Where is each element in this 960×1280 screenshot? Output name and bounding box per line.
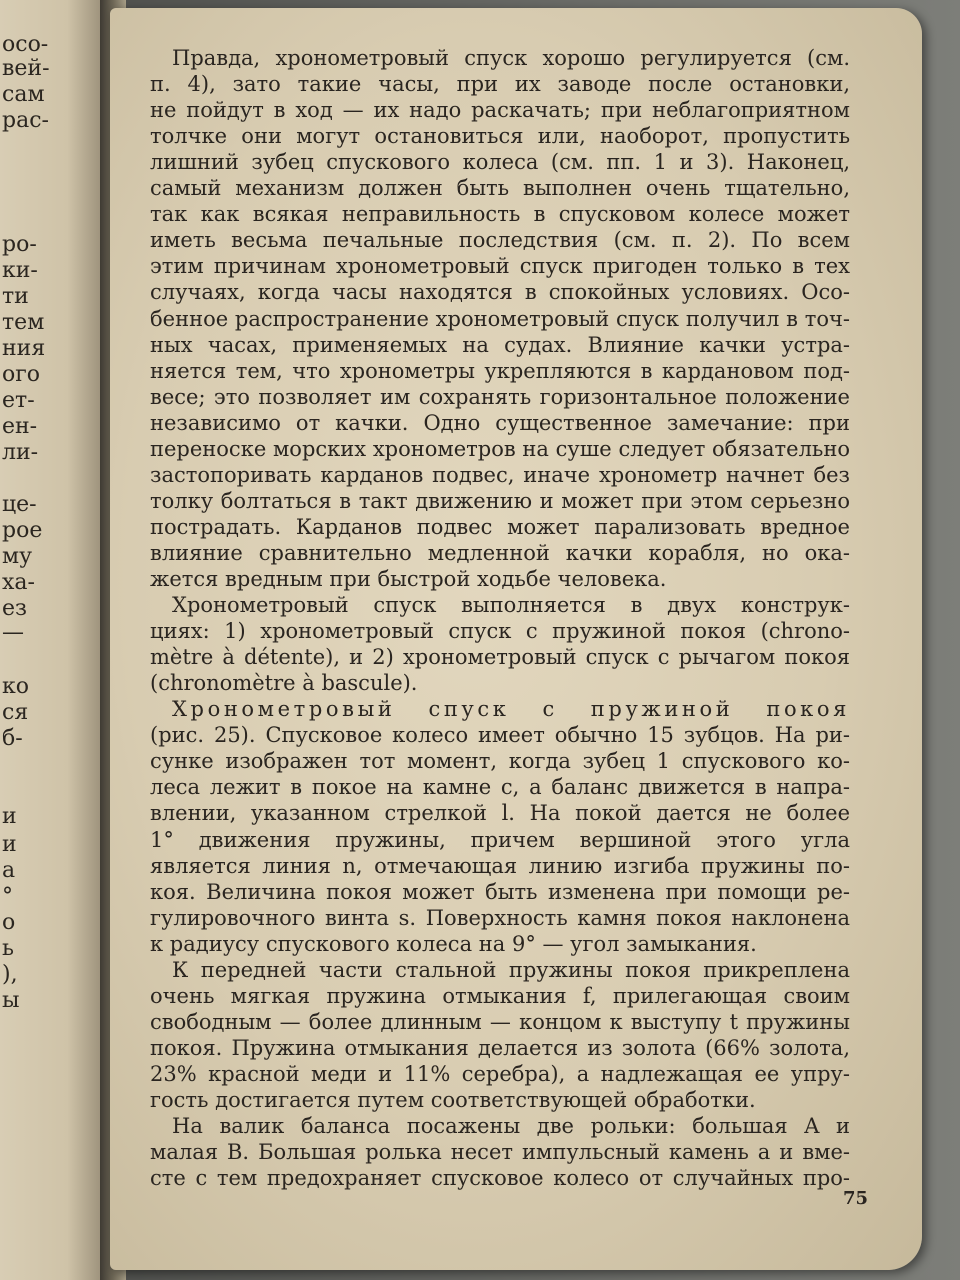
- text-line: этим причинам хронометровый спуск пригоден только в тех: [150, 254, 850, 278]
- text-line: покоя. Пружина отмыкания делается из золота (66% золота,: [150, 1036, 850, 1060]
- text-line: 1° движения пружины, причем вершиной этого угла: [150, 828, 850, 852]
- text-line: является линия n, отмечающая линию изгиба пружины по-: [150, 854, 850, 878]
- text-line: Правда, хронометровый спуск хорошо регулируется (см.: [172, 46, 850, 70]
- text-line: свободным — более длинным — концом к выступу t пружины: [150, 1010, 850, 1034]
- text-line: Хронометровый спуск выполняется в двух конструк-: [172, 593, 850, 617]
- left-page-fragment: тем: [2, 310, 45, 335]
- text-line: гулировочного винта s. Поверхность камня покоя наклонена: [150, 906, 850, 930]
- left-page-fragment: ния: [2, 336, 46, 361]
- text-line: весе; это позволяет им сохранять горизонтальное положение: [150, 385, 850, 409]
- left-page-fragment: ет-: [2, 388, 35, 413]
- text-line: так как всякая неправильность в спусковом колесе может: [150, 202, 850, 226]
- text-line: Хронометровый спуск с пружиной покоя: [172, 697, 850, 721]
- left-page-fragment: ся: [2, 700, 29, 725]
- text-line: 23% красной меди и 11% серебра), а надлежащая ее упру-: [150, 1062, 850, 1086]
- text-line: к радиусу спускового колеса на 9° — угол замыкания.: [150, 932, 757, 956]
- left-page-fragment: ого: [2, 362, 41, 387]
- left-page-fragment: о: [2, 910, 16, 935]
- text-line: гость достигается путем соответствующей обработки.: [150, 1088, 756, 1112]
- text-line: толку болтаться в такт движению и может при этом серьезно: [150, 489, 850, 513]
- book-page: [110, 8, 922, 1270]
- left-page-fragment: ез: [2, 596, 28, 621]
- text-line: сте с тем предохраняет спусковое колесо от случайных про-: [150, 1166, 850, 1190]
- text-line: На валик баланса посажены две рольки: большая A и: [172, 1114, 850, 1138]
- text-line: случаях, когда часы находятся в спокойных условиях. Осо-: [150, 280, 850, 304]
- text-line: не пойдут в ход — их надо раскачать; при неблагоприятном: [150, 98, 850, 122]
- left-page-fragment: ли-: [2, 440, 39, 465]
- left-page-fragment: ро-: [2, 232, 37, 257]
- text-line: п. 4), зато такие часы, при их заводе после остановки,: [150, 72, 850, 96]
- left-page-fragment: це-: [2, 492, 37, 517]
- left-page-fragment: —: [2, 620, 24, 645]
- left-page-fragment: ха-: [2, 570, 35, 595]
- text-line: сунке изображен тот момент, когда зубец 1 спускового ко-: [150, 749, 850, 773]
- left-page-fragment: ки-: [2, 258, 38, 283]
- text-line: К передней части стальной пружины покоя прикреплена: [172, 958, 850, 982]
- text-line: (рис. 25). Спусковое колесо имеет обычно 15 зубцов. На ри-: [150, 723, 850, 747]
- left-page-fragment: и: [2, 804, 17, 829]
- text-line: очень мягкая пружина отмыкания f, прилегающая своим: [150, 984, 850, 1008]
- text-line: пострадать. Карданов подвес может парализовать вредное: [150, 515, 850, 539]
- text-line: коя. Величина покоя может быть изменена при помощи ре-: [150, 880, 850, 904]
- left-page-fragment: и: [2, 832, 17, 857]
- text-line: толчке они могут остановиться или, наоборот, пропустить: [150, 124, 850, 148]
- left-page-fragment: рас-: [2, 108, 49, 133]
- text-line: застопоривать карданов подвес, иначе хронометр начнет без: [150, 463, 850, 487]
- left-page-fragment: ы: [2, 988, 20, 1013]
- left-page-fragment: ен-: [2, 414, 38, 439]
- left-page-fragment: °: [2, 884, 13, 909]
- left-page-fragment: сам: [2, 82, 45, 107]
- left-page-fragment: ь: [2, 936, 14, 961]
- text-line: самый механизм должен быть выполнен очень тщательно,: [150, 176, 850, 200]
- text-line: (chronomètre à bascule).: [150, 671, 418, 695]
- text-line: влении, указанном стрелкой l. На покой дается не более: [150, 801, 850, 825]
- left-page-fragment: б-: [2, 726, 23, 751]
- text-line: независимо от качки. Одно существенное замечание: при: [150, 411, 850, 435]
- left-page-fragment: ти: [2, 284, 29, 309]
- left-page-edge: [0, 0, 112, 1280]
- text-line: бенное распространение хронометровый спуск получил в точ-: [150, 307, 850, 331]
- left-page-fragment: рое: [2, 518, 43, 543]
- left-page-fragment: вей-: [2, 56, 50, 81]
- text-line: циях: 1) хронометровый спуск с пружиной покоя (chrono-: [150, 619, 850, 643]
- left-page-fragment: ко: [2, 674, 29, 699]
- text-line: влияние сравнительно медленной качки корабля, но ока-: [150, 541, 850, 565]
- text-line: жется вредным при быстрой ходьбе человека.: [150, 567, 667, 591]
- text-line: леса лежит в покое на камне c, а баланс движется в напра-: [150, 775, 850, 799]
- left-page-fragment: ),: [2, 962, 18, 987]
- text-line: ных часах, применяемых на судах. Влияние качки устра-: [150, 333, 850, 357]
- text-line: малая B. Большая ролька несет импульсный камень a и вме-: [150, 1140, 850, 1164]
- page-number: 75: [843, 1188, 869, 1209]
- left-page-fragment: му: [2, 544, 33, 569]
- text-line: переноске морских хронометров на суше следует обязательно: [150, 437, 850, 461]
- text-line: лишний зубец спускового колеса (см. пп. 1 и 3). Наконец,: [150, 150, 850, 174]
- text-line: иметь весьма печальные последствия (см. п. 2). По всем: [150, 228, 850, 252]
- text-line: няется тем, что хронометры укрепляются в кардановом под-: [150, 359, 850, 383]
- left-page-fragment: а: [2, 858, 16, 883]
- left-page-fragment: осо-: [2, 32, 49, 57]
- text-line: mètre à détente), и 2) хронометровый спуск с рычагом покоя: [150, 645, 850, 669]
